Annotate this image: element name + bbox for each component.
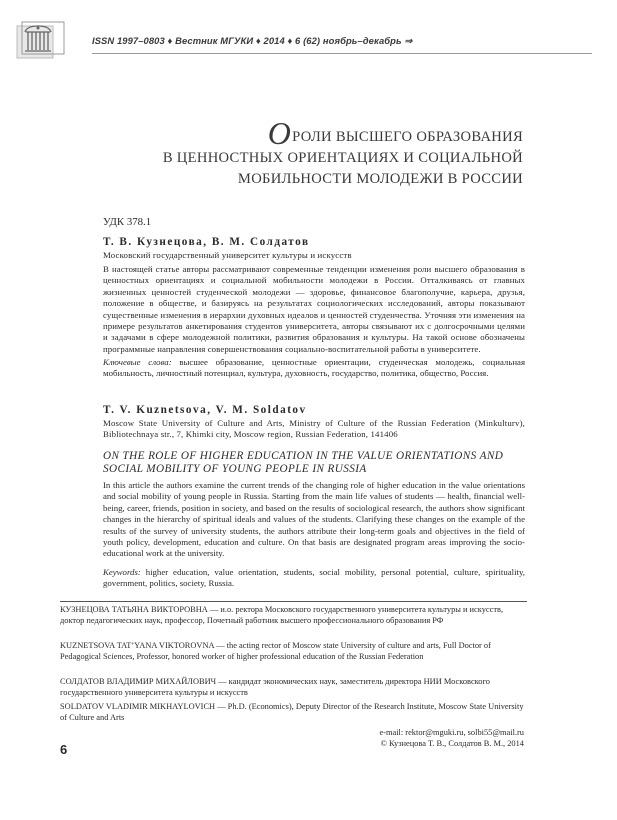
contact-email: e-mail: rektor@mguki.ru, solbi55@mail.ru [379,728,524,737]
author-note [60,702,527,723]
page-number: 6 [60,742,68,757]
keywords-ru-label: Ключевые слова: [103,357,172,367]
abstract-ru: В настоящей статье авторы рассматривают современные тенденции изменения роли высшего образования в ценностных ориентациях и социальной мобильности молодежи в России. Отталкиваясь от главных жизненных ценностей студенческой молодежи — здоровье, финансовое благополучие, карьера, друзья, положение в обществе, и базируясь на результатах социологических исследований, авторы показывают существенные изменения в иерархии духовных идеалов и ценностей студенчества. Уточняя эти изменения на примере результатов анкетирования студентов университета, авторы связывают их с долгосрочными целями и задачами в сфере молодежной политики, развития образования и культуры. На такой основе обозначены программные направления совершенствования социально-воспитательной работы в университете. [103,264,525,354]
keywords-ru-text: высшее образование, ценностные ориентации, студенческая молодежь, социальная мобильность, личностный потенциал, культура, духовность, государство, политика, общество, Россия. [103,357,525,379]
authors-en: T. V. Kuznetsova, V. M. Soldatov [103,404,307,416]
abstract-en: In this article the authors examine the current trends of the changing role of higher education in the value orientations and social mobility of young people in Russia. Starting from the main life values of students — health, financial well-being, career, friends, position in society, and based on the results of sociological research, the authors show significant changes in the hierarchy of spiritual ideals and values of the students. Clarifying these changes on the example of the results of the survey of university students, the authors attribute their long-term goals and objectives in the field of youth policy, development, education and culture. On that basis are designated program areas improving the socio-educational work at the university. [103,480,525,559]
udc-code: УДК 378.1 [103,216,152,228]
author-note-name: KUZNETSOVA TAT’YANA VIKTOROVNA [60,641,215,650]
author-note [60,641,527,662]
keywords-en [103,567,525,590]
footnote-divider [60,601,527,602]
keywords-ru [103,357,525,380]
affiliation-en: Moscow State University of Culture and Arts, Ministry of Culture of the Russian Federation (Minkulturv), Bibliotechnaya str., 7, Khimki city, Moscow region, Russian Federation, 141406 [103,418,525,440]
article-title-ru [150,115,523,190]
header-divider [92,53,592,54]
author-note-name: СОЛДАТОВ ВЛАДИМИР МИХАЙЛОВИЧ [60,677,217,686]
author-note-text: — Ph.D. (Economics), Deputy Director of the Research Institute, Moscow State University of Culture and Arts [60,702,524,722]
title-line-3: МОБИЛЬНОСТИ МОЛОДЕЖИ В РОССИИ [237,171,523,187]
author-note-text: — the acting rector of Moscow state University of culture and arts, Full Doctor of Pedagogical Sciences, Professor, honored worker of higher professional education of the Russian Federation [60,641,491,661]
keywords-en-text: higher education, value orientation, students, social mobility, personal potential, culture, spirituality, government, politics, society, Russia. [103,567,525,589]
journal-logo-icon [14,20,70,64]
title-line-1: РОЛИ ВЫСШЕГО ОБРАЗОВАНИЯ [292,129,523,145]
keywords-en-label: Keywords: [103,567,141,577]
title-initial-letter: О [267,115,292,151]
author-note-text: — и.о. ректора Московского государственного университета культуры и искусств, доктор педагогических наук, профессор, Почетный работник высшего профессионального образования РФ [60,605,504,625]
author-note [60,605,527,626]
title-line-2: В ЦЕННОСТНЫХ ОРИЕНТАЦИЯХ И СОЦИАЛЬНОЙ [162,150,523,166]
author-note-name: КУЗНЕЦОВА ТАТЬЯНА ВИКТОРОВНА [60,605,208,614]
affiliation-ru: Московский государственный университет культуры и искусств [103,250,352,260]
author-note-text: — кандидат экономических наук, заместитель директора НИИ Московского государственного университета культуры и искусств [60,677,490,697]
author-note-name: SOLDATOV VLADIMIR MIKHAYLOVICH [60,702,216,711]
author-note [60,677,527,698]
journal-header: ISSN 1997–0803 ♦ Вестник МГУКИ ♦ 2014 ♦ 6 (62) ноябрь–декабрь ⇒ [92,35,413,46]
authors-ru: Т. В. Кузнецова, В. М. Солдатов [103,236,310,248]
copyright: © Кузнецова Т. В., Солдатов В. М., 2014 [380,739,524,748]
article-title-en: ON THE ROLE OF HIGHER EDUCATION IN THE VALUE ORIENTATIONS AND SOCIAL MOBILITY OF YOUNG PEOPLE IN RUSSIA [103,450,504,476]
